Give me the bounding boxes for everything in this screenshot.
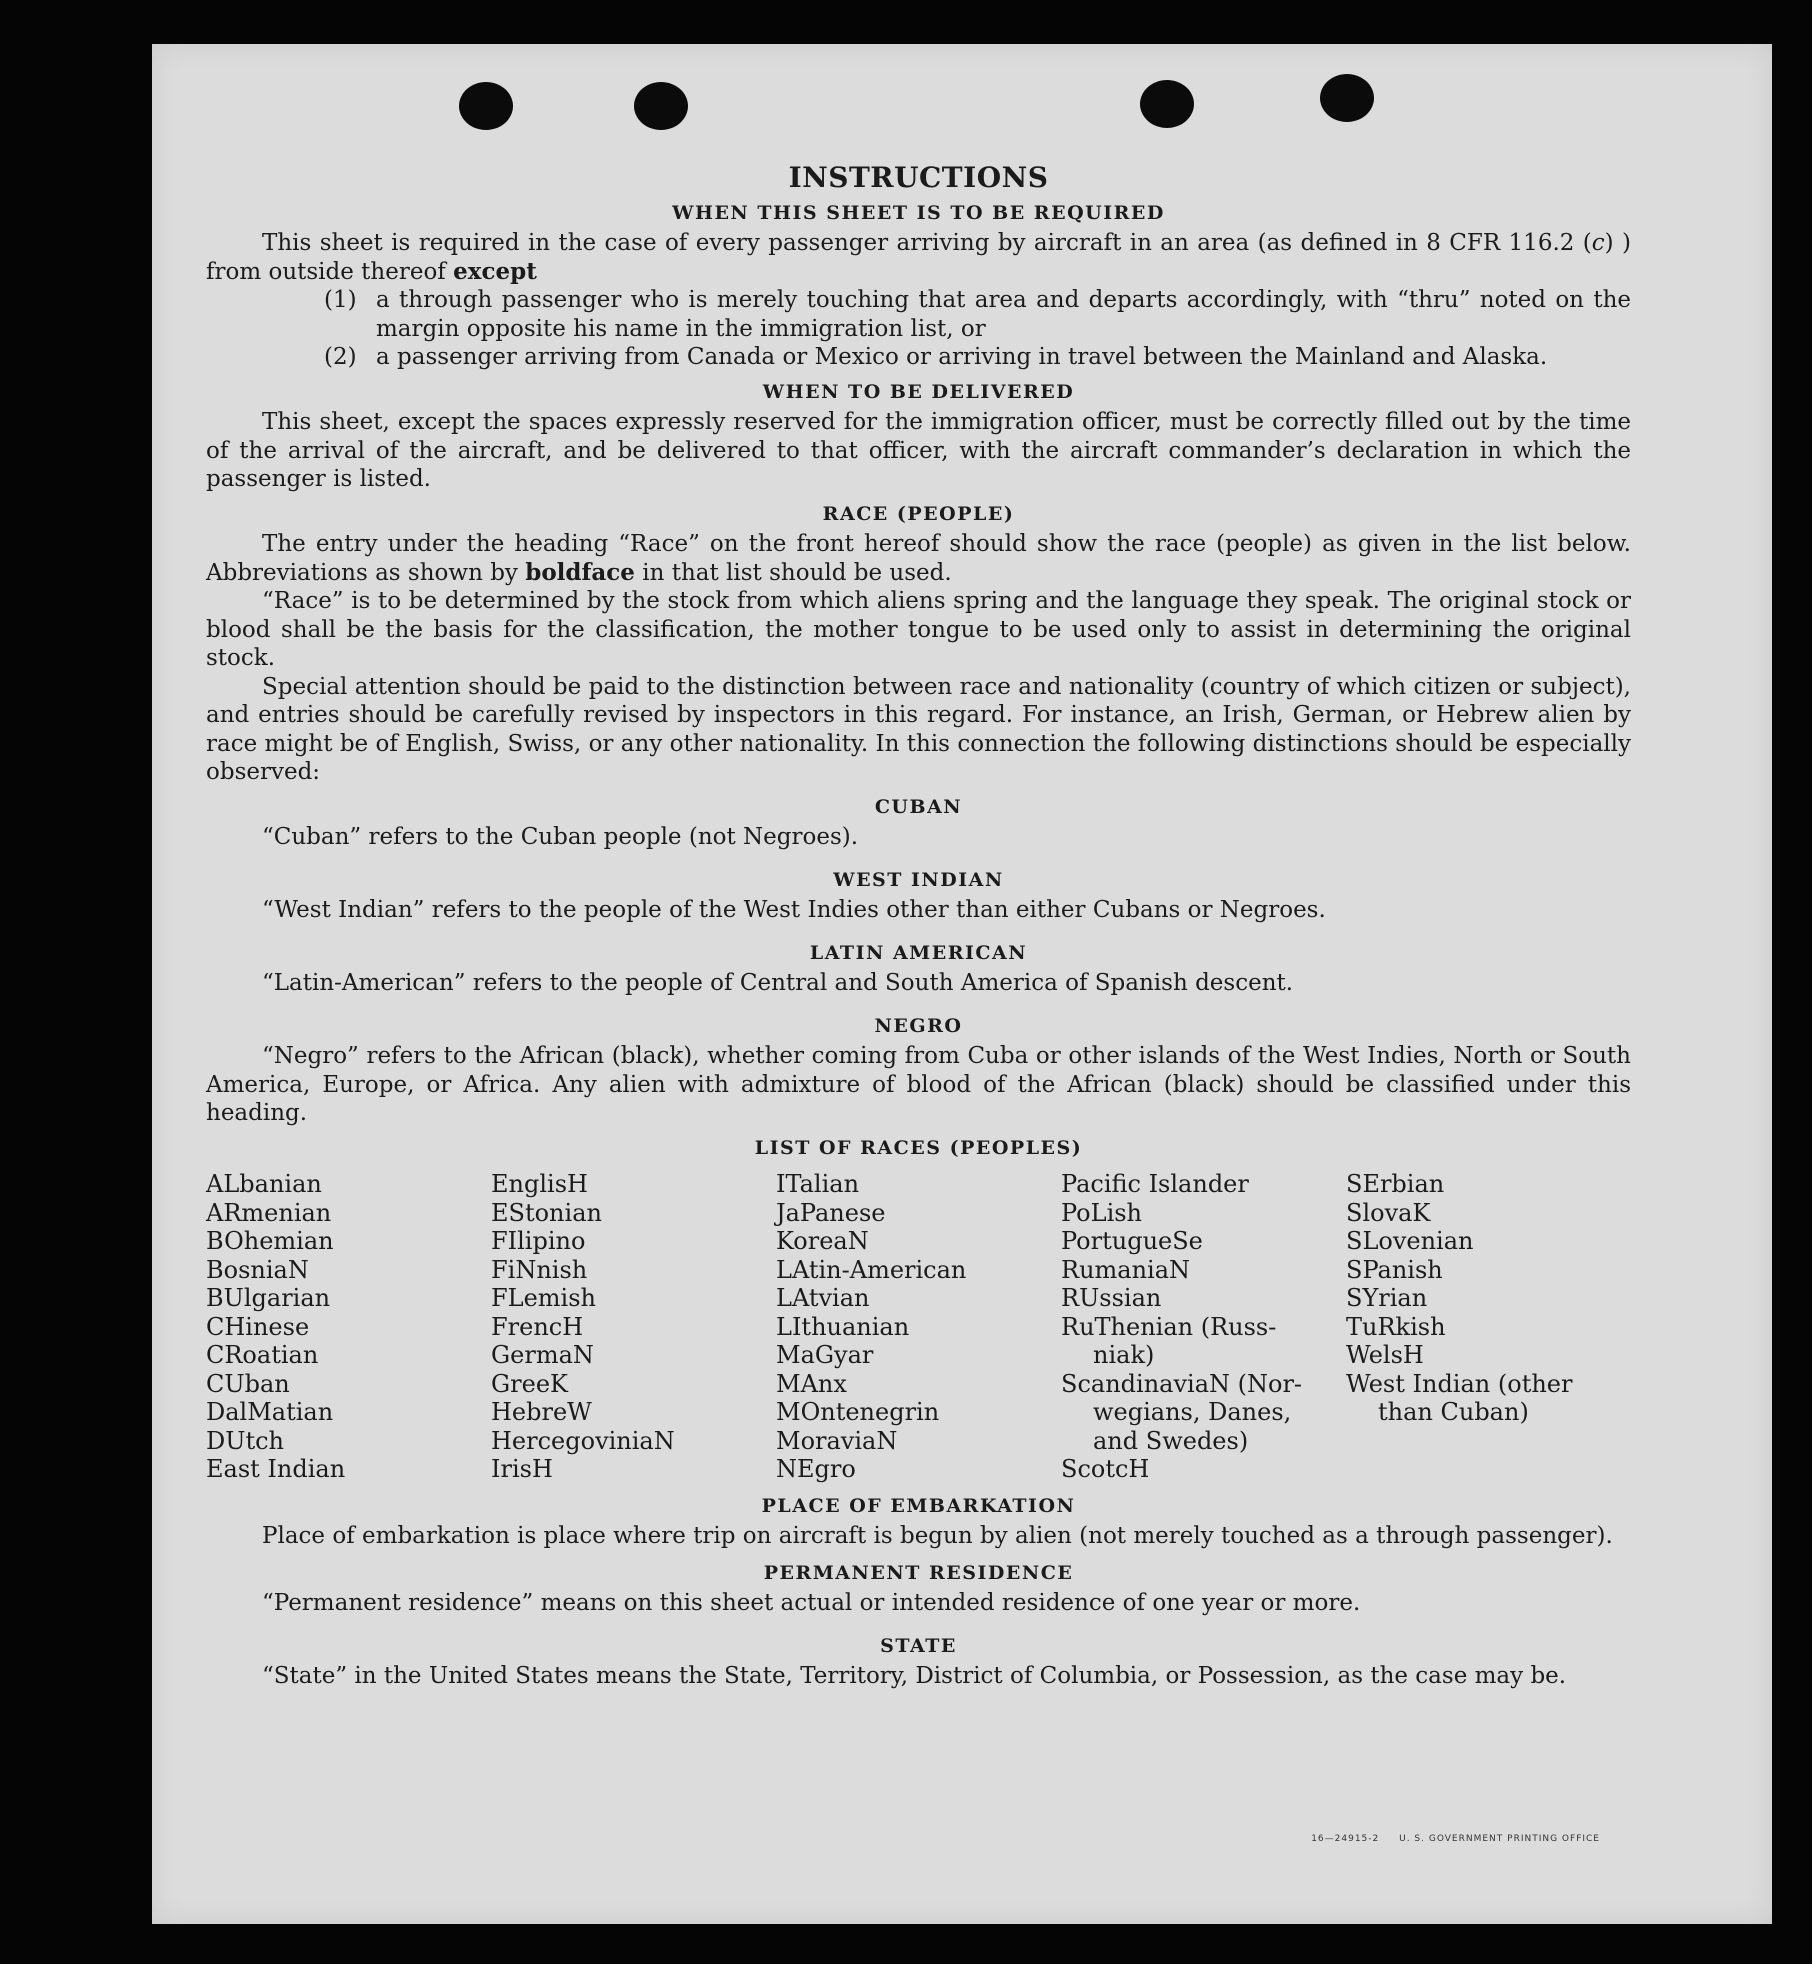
race-entry: EnglisH [491, 1170, 588, 1198]
race-entry: LIthuanian [776, 1312, 910, 1341]
race-entry: PoLish [1061, 1198, 1143, 1227]
heading-when-required: WHEN THIS SHEET IS TO BE REQUIRED [672, 201, 1165, 224]
heading-list-of-races: LIST OF RACES (PEOPLES) [754, 1136, 1083, 1159]
race-entry: JaPanese [776, 1198, 886, 1227]
race-entry: SLovenian [1346, 1227, 1474, 1255]
race-entry: SlovaK [1346, 1198, 1431, 1227]
race-entry: SYrian [1346, 1284, 1428, 1312]
heading-latin-american: LATIN AMERICAN [809, 941, 1028, 964]
races-column [1061, 1170, 1346, 1484]
punch-hole [1140, 80, 1194, 128]
text-segment: This sheet is required in the case of every passenger arriving by aircraft in an area (as defined in 8 CFR 116.2 ( [262, 230, 1592, 256]
list-number: (2) [324, 344, 357, 370]
latin-american-paragraph: “Latin-American” refers to the people of Central and South America of Spanish descent. [262, 970, 1294, 996]
race-entry: MAnx [776, 1369, 847, 1398]
race-entry: CHinese [206, 1312, 310, 1341]
race-paragraph-2: “Race” is to be determined by the stock from which aliens spring and the language they speak. The original stock or blood shall be the basis for the classification, the mother tongue to be used only to assist in determining the original stock. [206, 588, 1631, 671]
race-entry: TuRkish [1346, 1312, 1446, 1341]
punch-hole [459, 82, 513, 130]
race-entry: LAtvian [776, 1284, 870, 1312]
embarkation-paragraph: Place of embarkation is place where trip on aircraft is begun by alien (not merely touched as a through passenger). [262, 1523, 1613, 1549]
race-entry: GreeK [491, 1369, 568, 1398]
permanent-residence-paragraph: “Permanent residence” means on this sheet actual or intended residence of one year or more. [262, 1590, 1361, 1616]
race-entry: HebreW [491, 1398, 592, 1426]
race-entry: FLemish [491, 1284, 596, 1312]
list-item [324, 343, 1631, 372]
race-entry: Pacific Islander [1061, 1170, 1249, 1198]
race-entry-continuation: wegians, Danes, [1093, 1398, 1292, 1426]
race-entry: WelsH [1346, 1341, 1424, 1369]
cuban-paragraph: “Cuban” refers to the Cuban people (not Negroes). [262, 824, 859, 850]
race-entry: NEgro [776, 1455, 856, 1483]
heading-race: RACE (PEOPLE) [822, 502, 1015, 525]
heading-negro: NEGRO [874, 1014, 963, 1037]
race-entry: GermaN [491, 1341, 594, 1369]
text-bold: except [453, 257, 537, 285]
races-column [491, 1170, 776, 1484]
punch-hole [1320, 74, 1374, 122]
race-entry: ITalian [776, 1170, 860, 1198]
race-entry: PortugueSe [1061, 1227, 1203, 1255]
race-entry: BosniaN [206, 1255, 309, 1284]
heading-embarkation: PLACE OF EMBARKATION [761, 1494, 1076, 1517]
race-entry: ScotcH [1061, 1455, 1150, 1483]
list-text: a passenger arriving from Canada or Mexico or arriving in travel between the Mainland and Alaska. [376, 344, 1548, 370]
text-segment: in that list should be used. [634, 559, 952, 586]
race-entry: ALbanian [206, 1170, 322, 1198]
races-list [206, 1170, 1631, 1484]
race-entry: ScandinaviaN (Nor- [1061, 1369, 1303, 1398]
race-entry: ARmenian [206, 1198, 332, 1227]
race-entry: RuThenian (Russ- [1061, 1312, 1277, 1341]
negro-paragraph: “Negro” refers to the African (black), whether coming from Cuba or other islands of the West Indies, North or South America, Europe, or Africa. Any alien with admixture of blood of the African (black) should be classified under this heading. [206, 1043, 1631, 1126]
when-delivered-paragraph: This sheet, except the spaces expressly reserved for the immigration officer, must be correctly filled out by the time of the arrival of the aircraft, and be delivered to that officer, with the aircraft commander’s declaration in which the passenger is listed. [206, 409, 1631, 492]
races-column [776, 1170, 1061, 1484]
heading-state: STATE [880, 1634, 957, 1657]
race-entry-continuation: niak) [1093, 1341, 1155, 1369]
text-segment: ) ) from outside thereof [206, 230, 1631, 285]
page-title: INSTRUCTIONS [788, 161, 1049, 194]
race-entry: CRoatian [206, 1341, 319, 1369]
race-entry: BUlgarian [206, 1284, 331, 1312]
race-entry: West Indian (other [1346, 1369, 1573, 1398]
race-entry: DUtch [206, 1426, 285, 1455]
heading-cuban: CUBAN [874, 795, 963, 818]
list-text: a through passenger who is merely touching that area and departs accordingly, with “thru” noted on the margin opposite his name in the immigration list, or [376, 287, 1631, 342]
race-entry: MOntenegrin [776, 1398, 940, 1426]
race-entry: LAtin-American [776, 1255, 967, 1284]
state-paragraph: “State” in the United States means the State, Territory, District of Columbia, or Possession, as the case may be. [262, 1663, 1567, 1689]
printer-imprint [1311, 1834, 1600, 1844]
race-entry: MoraviaN [776, 1426, 898, 1455]
printer-name: U. S. GOVERNMENT PRINTING OFFICE [1399, 1834, 1600, 1844]
punch-hole [634, 82, 688, 130]
race-paragraph-3: Special attention should be paid to the distinction between race and nationality (country of which citizen or subject), and entries should be carefully revised by inspectors in this regard. For instance, an Irish, German, or Hebrew alien by race might be of English, Swiss, or any other nationality. In this connection the following distinctions should be especially observed: [206, 673, 1631, 785]
race-entry: RUssian [1061, 1284, 1162, 1312]
race-entry-continuation: than Cuban) [1378, 1398, 1529, 1426]
race-entry-continuation: and Swedes) [1093, 1426, 1249, 1455]
race-entry: SPanish [1346, 1255, 1443, 1284]
list-number: (1) [324, 287, 357, 313]
heading-permanent-residence: PERMANENT RESIDENCE [763, 1561, 1074, 1584]
text-bold: boldface [525, 558, 635, 586]
race-entry: EStonian [491, 1198, 602, 1227]
heading-when-delivered: WHEN TO BE DELIVERED [762, 380, 1075, 403]
race-entry: East Indian [206, 1455, 346, 1483]
race-entry: FiNnish [491, 1255, 588, 1284]
race-paragraph-1 [206, 530, 1631, 587]
when-required-paragraph [206, 229, 1631, 286]
race-entry: DalMatian [206, 1398, 334, 1426]
west-indian-paragraph: “West Indian” refers to the people of the West Indies other than either Cubans or Negroes. [262, 897, 1326, 923]
document-sheet [152, 44, 1772, 1924]
heading-west-indian: WEST INDIAN [833, 868, 1004, 891]
race-entry: CUban [206, 1369, 290, 1398]
race-entry: SErbian [1346, 1170, 1445, 1198]
race-entry: IrisH [491, 1455, 553, 1483]
race-entry: HercegoviniaN [491, 1426, 675, 1455]
race-entry: RumaniaN [1061, 1255, 1191, 1284]
form-code: 16—24915-2 [1311, 1834, 1380, 1844]
instructions-content [206, 161, 1631, 1691]
race-entry: MaGyar [776, 1341, 874, 1369]
text-segment: The entry under the heading “Race” on the front hereof should show the race (people) as given in the list below. Abbreviations as shown by [206, 531, 1631, 586]
races-column [206, 1170, 491, 1484]
race-entry: KoreaN [776, 1227, 869, 1255]
list-item [324, 286, 1631, 343]
text-italic: c [1591, 230, 1605, 256]
race-entry: BOhemian [206, 1227, 334, 1255]
race-entry: FIlipino [491, 1227, 586, 1255]
races-column [1346, 1170, 1631, 1484]
race-entry: FrencH [491, 1312, 584, 1341]
